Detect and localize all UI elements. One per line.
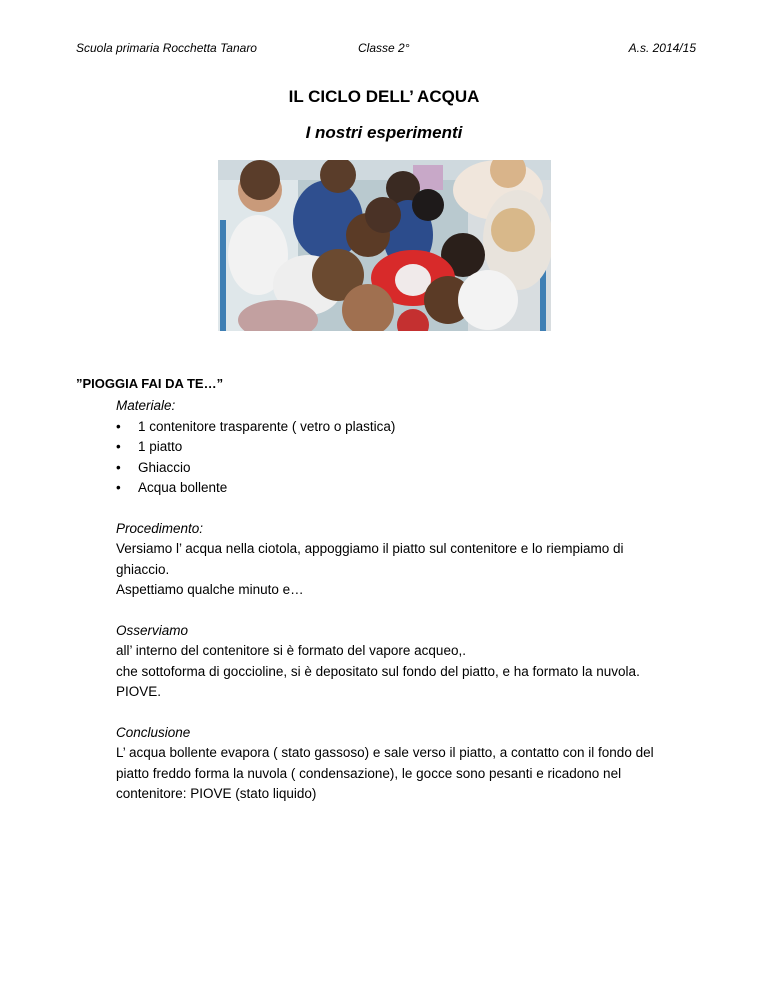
bullet-icon: •: [116, 439, 121, 454]
list-item: • 1 contenitore trasparente ( vetro o plastica): [116, 417, 696, 438]
school-name: Scuola primaria Rocchetta Tanaro: [76, 41, 257, 55]
osserviamo-line: che sottoforma di goccioline, si è depositato sul fondo del piatto, e ha formato la nuvola.: [116, 663, 640, 679]
class-name: Classe 2°: [358, 41, 410, 55]
osserviamo-section: [116, 621, 696, 703]
procedimento-line: ghiaccio.: [116, 561, 170, 577]
experiment-photo: [218, 160, 551, 331]
conclusione-section: [116, 723, 696, 805]
conclusione-line: contenitore: PIOVE (stato liquido): [116, 786, 317, 801]
school-year: A.s. 2014/15: [628, 41, 696, 55]
bullet-icon: •: [116, 459, 121, 475]
osserviamo-line: all’ interno del contenitore si è formato del vapore acqueo,.: [116, 643, 466, 658]
list-item: • Ghiaccio: [116, 458, 696, 479]
list-item: • 1 piatto: [116, 437, 696, 458]
conclusione-line: L’ acqua bollente evapora ( stato gassoso) e sale verso il piatto, a contatto con il fondo del: [116, 745, 654, 760]
procedimento-line: Aspettiamo qualche minuto e…: [116, 582, 304, 597]
procedimento-label: Procedimento:: [116, 520, 204, 536]
procedimento-section: [116, 519, 696, 601]
list-item: • Acqua bollente: [116, 478, 696, 499]
bullet-icon: •: [116, 480, 121, 495]
materiale-list: [116, 417, 696, 499]
materiale-label: Materiale:: [116, 398, 176, 413]
procedimento-line: Versiamo l’ acqua nella ciotola, appoggiamo il piatto sul contenitore e lo riempiamo di: [116, 541, 624, 556]
conclusione-label: Conclusione: [116, 724, 191, 740]
document-title: IL CICLO DELL’ ACQUA: [288, 87, 480, 106]
materiale-section: [116, 396, 696, 499]
page-header: [76, 41, 696, 57]
osserviamo-line: PIOVE.: [116, 684, 162, 699]
conclusione-line: piatto freddo forma la nuvola ( condensazione), le gocce sono pesanti e ricadono nel: [116, 765, 622, 781]
document-subtitle: I nostri esperimenti: [305, 123, 463, 142]
osserviamo-label: Osserviamo: [116, 622, 189, 638]
section-title: ”PIOGGIA FAI DA TE…”: [76, 376, 224, 391]
experiment-content: [116, 396, 696, 805]
bullet-icon: •: [116, 418, 121, 434]
